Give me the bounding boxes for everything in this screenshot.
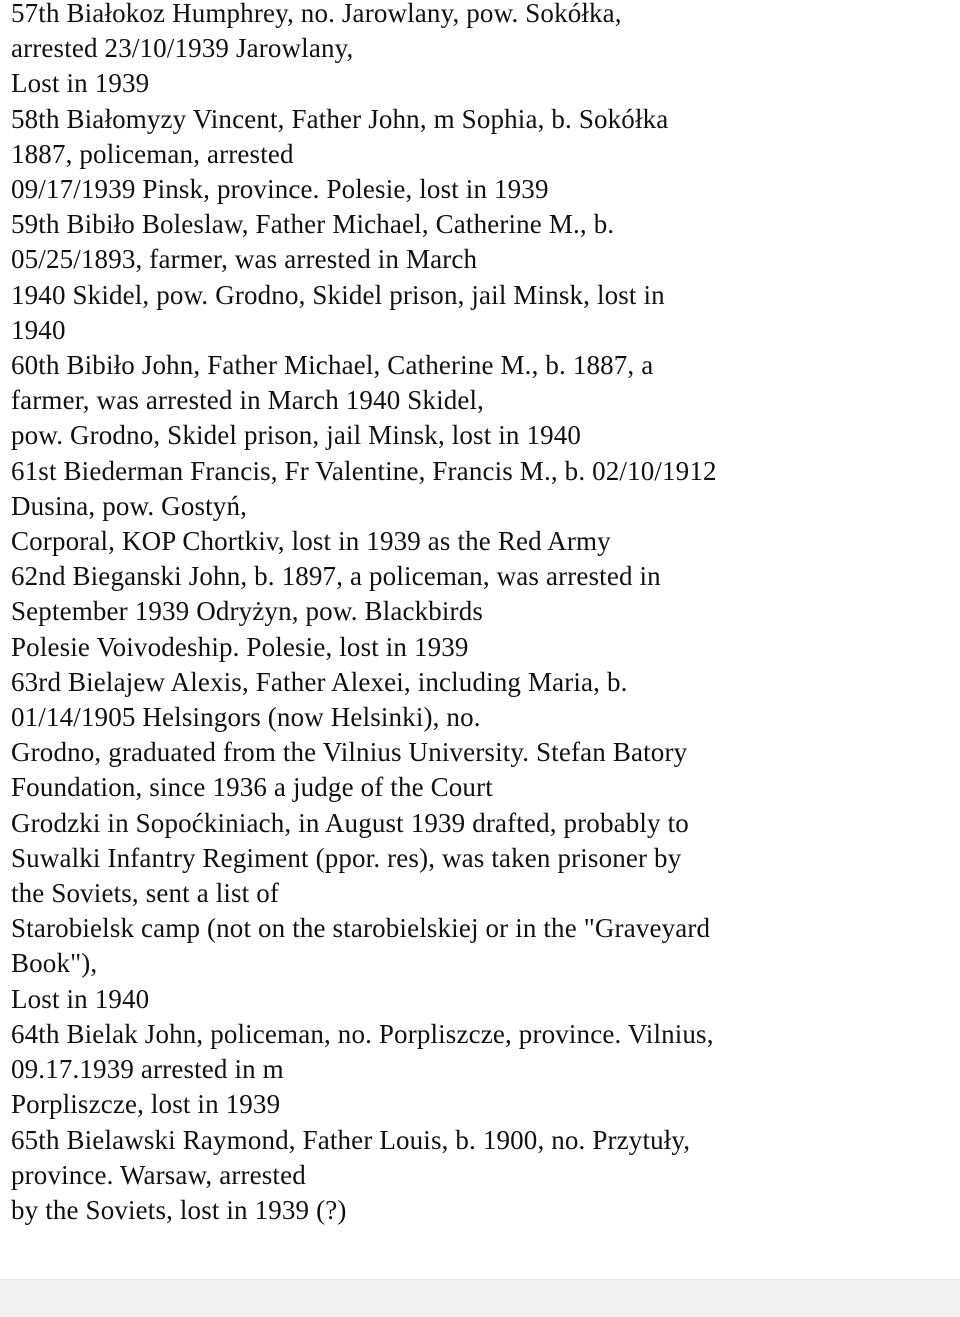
- text-line: Suwalki Infantry Regiment (ppor. res), was taken prisoner by: [11, 842, 682, 873]
- text-line: Porpliszcze, lost in 1939: [11, 1089, 281, 1120]
- text-line: 01/14/1905 Helsingors (now Helsinki), no.: [11, 702, 481, 733]
- text-line: 09.17.1939 arrested in m: [11, 1054, 284, 1085]
- text-line: province. Warsaw, arrested: [11, 1159, 306, 1190]
- text-line: 64th Bielak John, policeman, no. Porpliszcze, province. Vilnius,: [11, 1018, 714, 1049]
- text-line: 09/17/1939 Pinsk, province. Polesie, lost in 1939: [11, 174, 549, 205]
- text-line: arrested 23/10/1939 Jarowlany,: [11, 33, 354, 64]
- text-line: Starobielsk camp (not on the starobielskiej or in the "Graveyard: [11, 913, 711, 944]
- text-line: Dusina, pow. Gostyń,: [11, 490, 247, 521]
- text-line: 63rd Bielajew Alexis, Father Alexei, including Maria, b.: [11, 666, 628, 697]
- text-line: 1887, policeman, arrested: [11, 138, 294, 169]
- text-line: 62nd Bieganski John, b. 1897, a policeman, was arrested in: [11, 561, 661, 592]
- text-line: Grodno, graduated from the Vilnius University. Stefan Batory: [11, 737, 688, 768]
- text-line: Corporal, KOP Chortkiv, lost in 1939 as the Red Army: [11, 526, 611, 557]
- text-line: farmer, was arrested in March 1940 Skidel,: [11, 385, 485, 416]
- text-line: 60th Bibiło John, Father Michael, Catherine M., b. 1887, a: [11, 350, 654, 381]
- text-line: by the Soviets, lost in 1939 (?): [11, 1194, 347, 1225]
- text-line: Foundation, since 1936 a judge of the Court: [11, 772, 493, 803]
- document-body: [11, 0, 951, 1228]
- text-line: 1940 Skidel, pow. Grodno, Skidel prison, jail Minsk, lost in: [11, 279, 665, 310]
- text-line: 65th Bielawski Raymond, Father Louis, b. 1900, no. Przytuły,: [11, 1124, 691, 1155]
- text-line: pow. Grodno, Skidel prison, jail Minsk, lost in 1940: [11, 420, 582, 451]
- text-line: Grodzki in Sopoćkiniach, in August 1939 drafted, probably to: [11, 807, 689, 838]
- text-line: 57th Białokoz Humphrey, no. Jarowlany, pow. Sokółka,: [11, 0, 622, 28]
- text-line: Polesie Voivodeship. Polesie, lost in 1939: [11, 631, 469, 662]
- text-line: 58th Białomyzy Vincent, Father John, m Sophia, b. Sokółka: [11, 103, 669, 134]
- text-line: Lost in 1940: [11, 983, 150, 1014]
- text-line: 1940: [11, 314, 66, 345]
- text-line: Lost in 1939: [11, 68, 150, 99]
- text-line: 61st Biederman Francis, Fr Valentine, Francis M., b. 02/10/1912: [11, 455, 717, 486]
- text-line: Book"),: [11, 948, 98, 979]
- text-line: September 1939 Odryżyn, pow. Blackbirds: [11, 596, 484, 627]
- page-footer-bar: [0, 1279, 960, 1317]
- text-line: 05/25/1893, farmer, was arrested in March: [11, 244, 478, 275]
- text-line: the Soviets, sent a list of: [11, 878, 280, 909]
- text-line: 59th Bibiło Boleslaw, Father Michael, Catherine M., b.: [11, 209, 615, 240]
